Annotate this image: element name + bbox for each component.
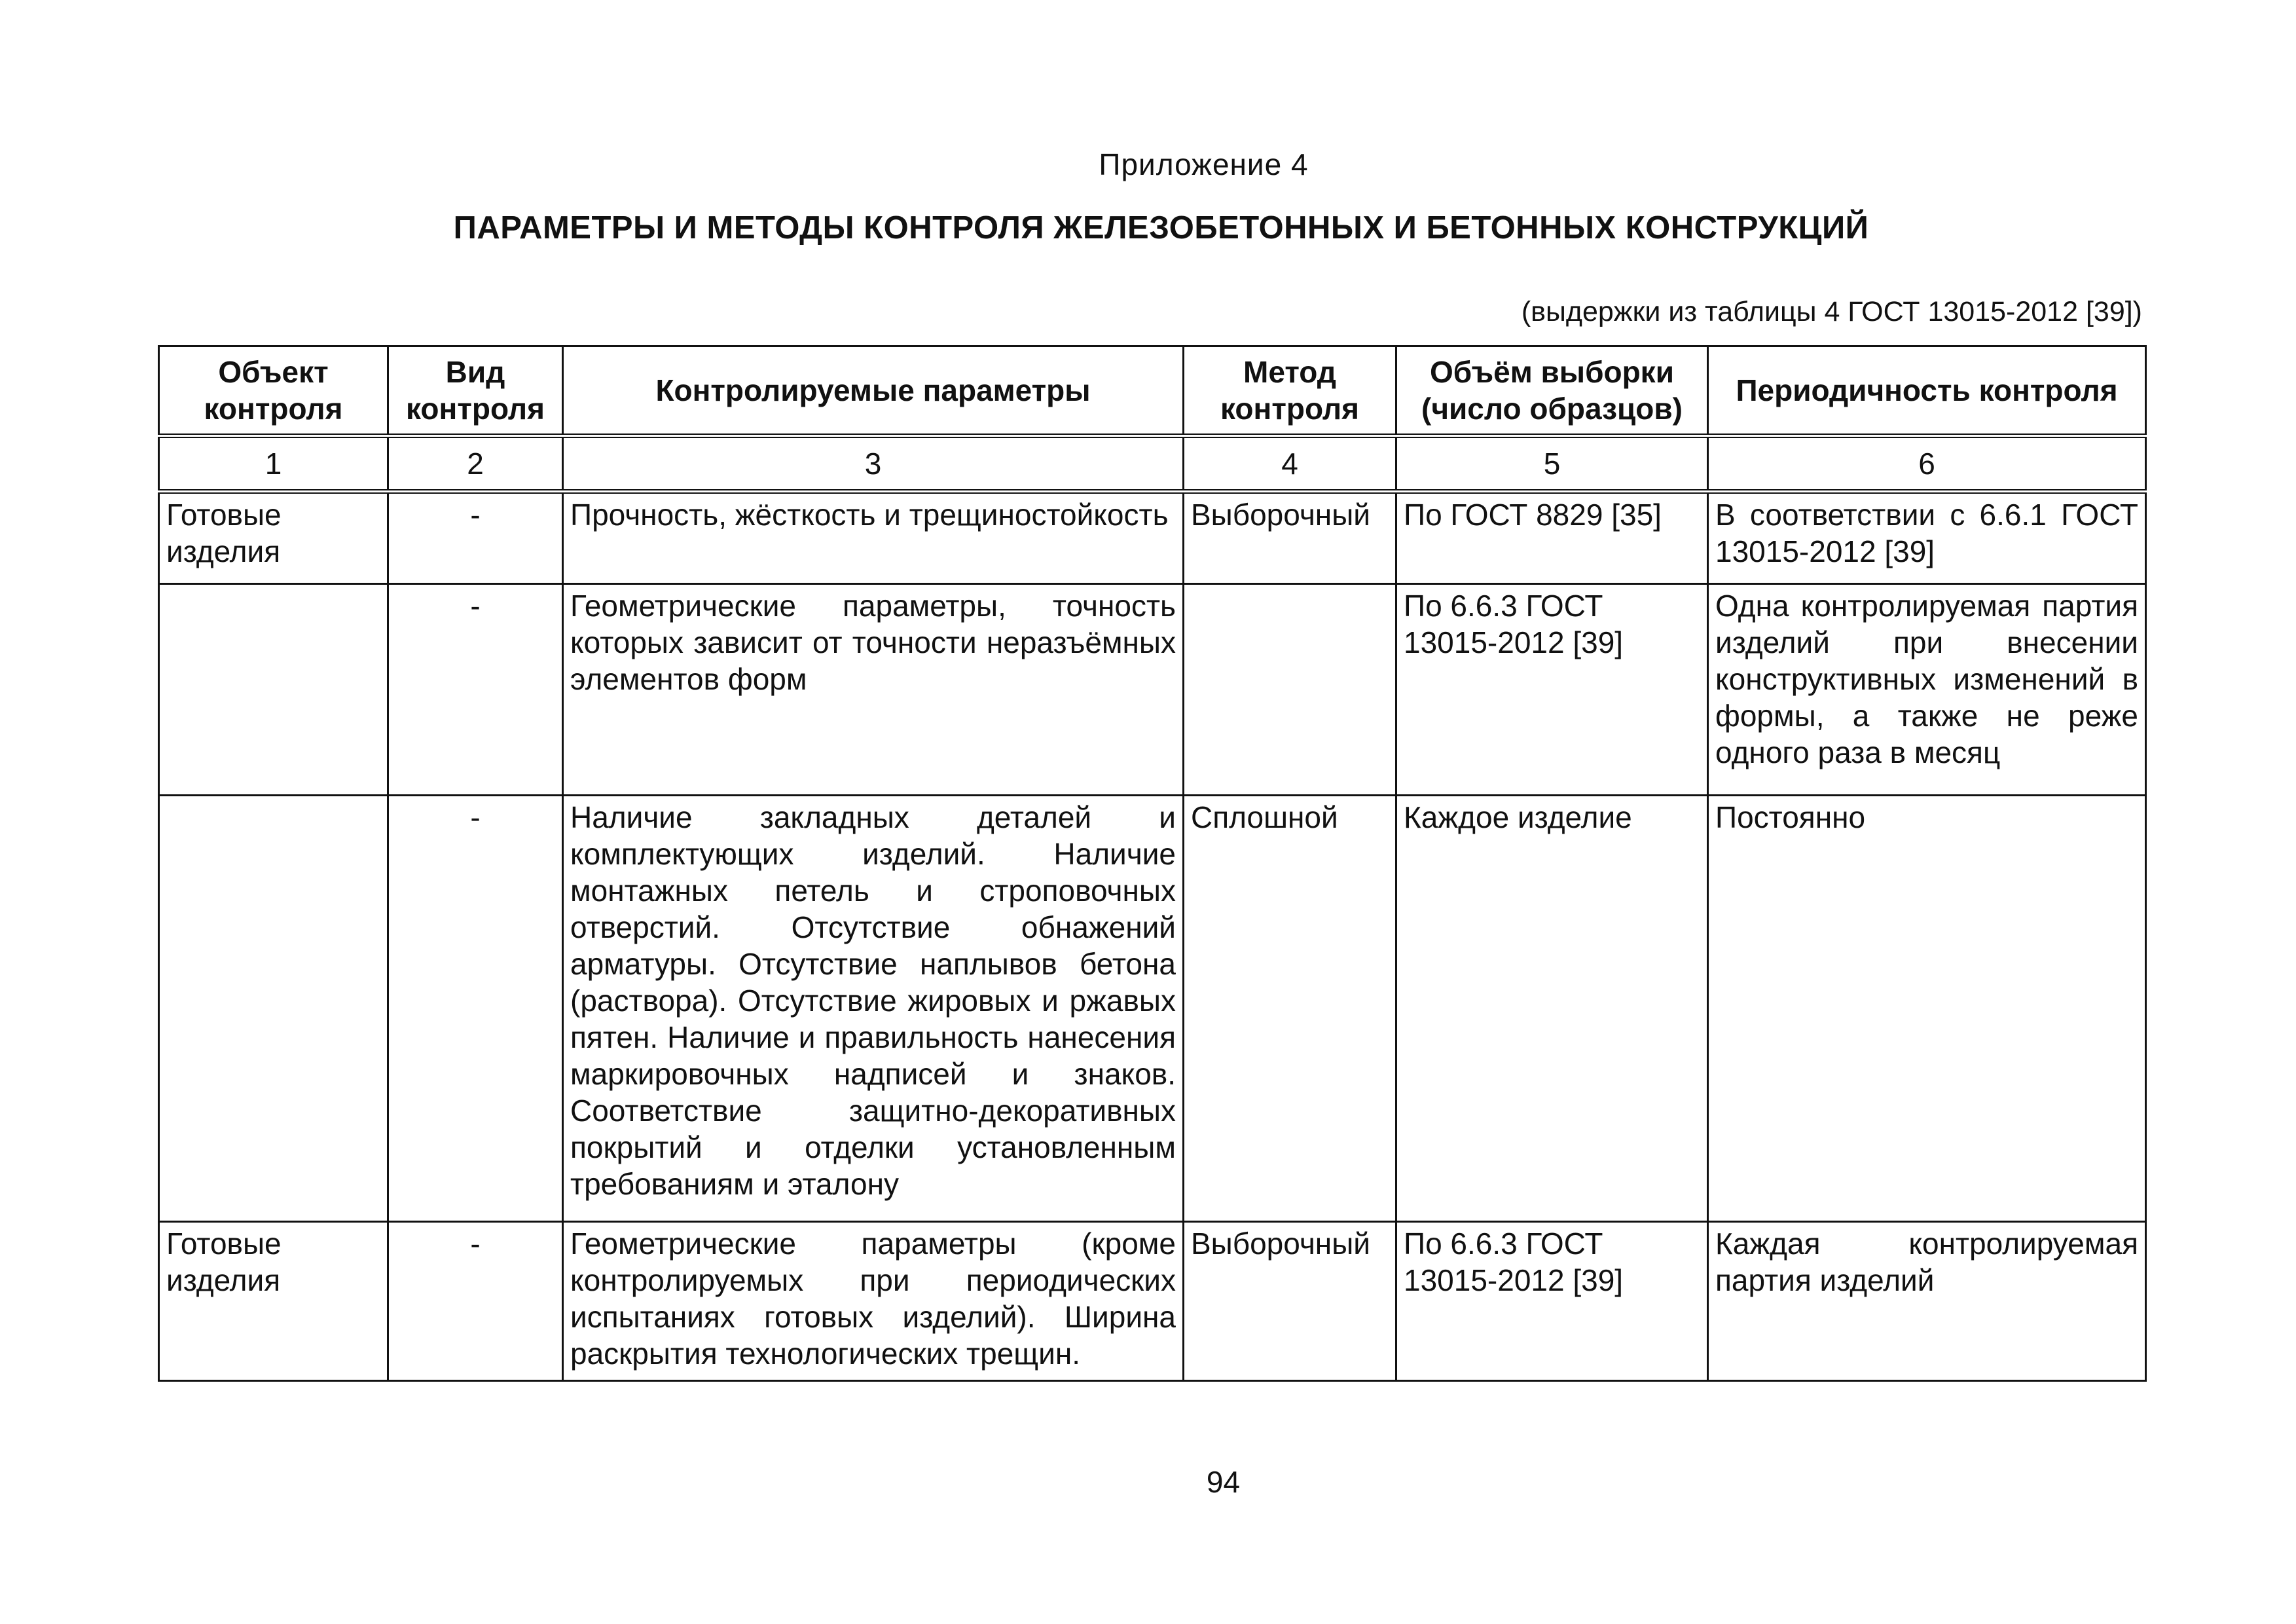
cell-type: - bbox=[388, 796, 563, 1222]
col-header-object: Объект контроля bbox=[159, 346, 388, 436]
cell-periodicity: Одна контролируемая партия изделий при внесении конструктивных изменений в формы, а также не реже одного раза в месяц bbox=[1708, 584, 2146, 796]
col-number: 2 bbox=[388, 436, 563, 492]
table-row bbox=[159, 796, 2146, 1222]
cell-parameters: Наличие закладных деталей и комплектующих изделий. Наличие монтажных петель и строповочных отверстий. Отсутствие обнажений арматуры. Отсутствие наплывов бетона (раствора). Отсутствие жировых и ржавых пятен. Наличие и правильность нанесения маркировочных надписей и знаков. Соответствие защитно-декоративных покрытий и отделки установленным требованиям и эталону bbox=[563, 796, 1184, 1222]
control-parameters-table bbox=[158, 345, 2147, 1382]
cell-parameters: Геометрические параметры (кроме контролируемых при периодических испытаниях готовых изделий). Ширина раскрытия технологических трещин. bbox=[563, 1222, 1184, 1381]
appendix-label: Приложение 4 bbox=[1099, 147, 1309, 181]
table-row bbox=[159, 1222, 2146, 1381]
cell-periodicity: Каждая контролируемая партия изделий bbox=[1708, 1222, 2146, 1381]
cell-method: Выборочный bbox=[1184, 1222, 1396, 1381]
col-header-parameters: Контролируемые параметры bbox=[563, 346, 1184, 436]
cell-periodicity: В соответствии с 6.6.1 ГОСТ 13015-2012 [39] bbox=[1708, 492, 2146, 584]
cell-parameters: Прочность, жёсткость и трещиностойкость bbox=[563, 492, 1184, 584]
col-header-sample: Объём выборки (число образцов) bbox=[1396, 346, 1708, 436]
col-number: 3 bbox=[563, 436, 1184, 492]
cell-method bbox=[1184, 584, 1396, 796]
cell-method: Сплошной bbox=[1184, 796, 1396, 1222]
document-title: ПАРАМЕТРЫ И МЕТОДЫ КОНТРОЛЯ ЖЕЛЕЗОБЕТОННЫХ И БЕТОННЫХ КОНСТРУКЦИЙ bbox=[453, 210, 1869, 246]
column-number-row bbox=[159, 436, 2146, 492]
cell-object bbox=[159, 796, 388, 1222]
cell-method: Выборочный bbox=[1184, 492, 1396, 584]
cell-type: - bbox=[388, 584, 563, 796]
cell-sample: По ГОСТ 8829 [35] bbox=[1396, 492, 1708, 584]
col-header-method: Метод контроля bbox=[1184, 346, 1396, 436]
cell-sample: По 6.6.3 ГОСТ 13015-2012 [39] bbox=[1396, 584, 1708, 796]
col-number: 4 bbox=[1184, 436, 1396, 492]
page-number: 94 bbox=[1206, 1465, 1241, 1499]
cell-object: Готовые изделия bbox=[159, 492, 388, 584]
col-number: 6 bbox=[1708, 436, 2146, 492]
cell-object bbox=[159, 584, 388, 796]
cell-type: - bbox=[388, 1222, 563, 1381]
table-row bbox=[159, 492, 2146, 584]
cell-object: Готовые изделия bbox=[159, 1222, 388, 1381]
col-number: 1 bbox=[159, 436, 388, 492]
col-number: 5 bbox=[1396, 436, 1708, 492]
source-note: (выдержки из таблицы 4 ГОСТ 13015-2012 [39]) bbox=[1521, 296, 2142, 327]
cell-periodicity: Постоянно bbox=[1708, 796, 2146, 1222]
table-header-row bbox=[159, 346, 2146, 436]
col-header-periodicity: Периодичность контроля bbox=[1708, 346, 2146, 436]
table-row bbox=[159, 584, 2146, 796]
cell-type: - bbox=[388, 492, 563, 584]
cell-sample: Каждое изделие bbox=[1396, 796, 1708, 1222]
col-header-type: Вид контроля bbox=[388, 346, 563, 436]
cell-parameters: Геометрические параметры, точность которых зависит от точности неразъёмных элементов форм bbox=[563, 584, 1184, 796]
cell-sample: По 6.6.3 ГОСТ 13015-2012 [39] bbox=[1396, 1222, 1708, 1381]
